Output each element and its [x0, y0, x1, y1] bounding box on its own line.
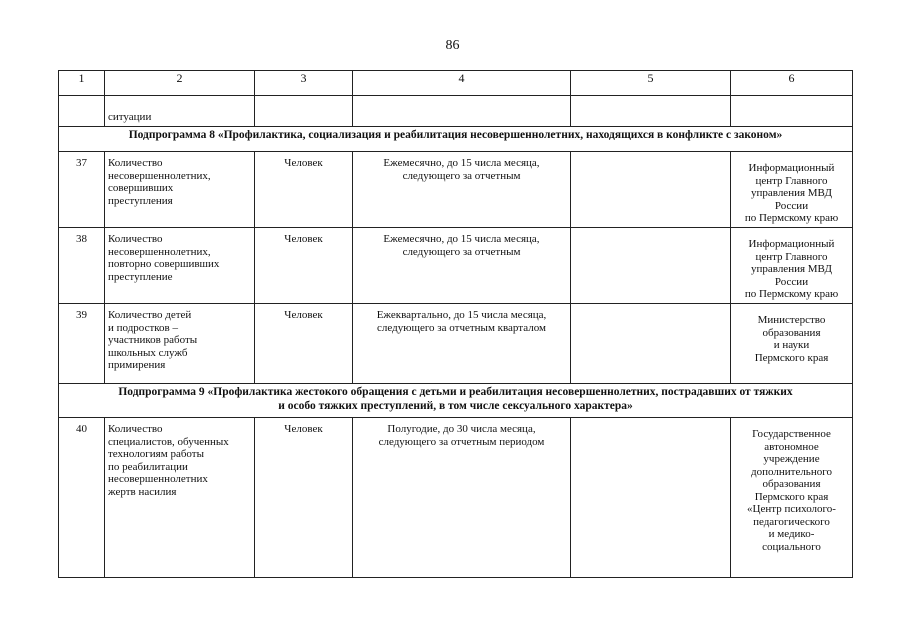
data-source: Информационный центр Главного управления МВД России по Пермскому краю	[731, 228, 853, 304]
page-number: 86	[445, 38, 460, 53]
row-number: 37	[59, 152, 105, 228]
table-row	[59, 228, 853, 304]
subprogram-8-row	[59, 127, 853, 152]
table-row	[59, 418, 853, 578]
subprogram-8-title: Подпрограмма 8 «Профилактика, социализация и реабилитация несовершеннолетних, находящихся в конфликте с законом»	[59, 127, 853, 152]
continuation-cell-5	[571, 96, 731, 127]
indicators-table	[58, 70, 853, 578]
indicator-name: Количество несовершеннолетних, совершивших преступления	[105, 152, 255, 228]
data-source: Министерство образования и науки Пермского края	[731, 304, 853, 384]
continuation-cell-4	[353, 96, 571, 127]
column-5-cell	[571, 304, 731, 384]
continuation-cell-3	[255, 96, 353, 127]
unit: Человек	[255, 152, 353, 228]
unit: Человек	[255, 304, 353, 384]
column-header-6: 6	[731, 71, 853, 96]
column-header-2: 2	[105, 71, 255, 96]
row-number: 39	[59, 304, 105, 384]
reporting-period: Ежемесячно, до 15 числа месяца, следующего за отчетным	[353, 152, 571, 228]
column-5-cell	[571, 152, 731, 228]
column-5-cell	[571, 228, 731, 304]
table-row	[59, 152, 853, 228]
indicator-name: Количество детей и подростков – участников работы школьных служб примирения	[105, 304, 255, 384]
column-header-4: 4	[353, 71, 571, 96]
unit: Человек	[255, 228, 353, 304]
reporting-period: Полугодие, до 30 числа месяца, следующего за отчетным периодом	[353, 418, 571, 578]
reporting-period: Ежемесячно, до 15 числа месяца, следующего за отчетным	[353, 228, 571, 304]
row-number: 40	[59, 418, 105, 578]
table-row	[59, 304, 853, 384]
subprogram-9-title: Подпрограмма 9 «Профилактика жестокого обращения с детьми и реабилитация несовершеннолетних, пострадавших от тяжких и особо тяжких преступлений, в том числе сексуального характера»	[59, 384, 853, 418]
continuation-num-cell	[59, 96, 105, 127]
column-header-3: 3	[255, 71, 353, 96]
indicator-name: Количество несовершеннолетних, повторно совершивших преступление	[105, 228, 255, 304]
continuation-row	[59, 96, 853, 127]
reporting-period: Ежеквартально, до 15 числа месяца, следующего за отчетным кварталом	[353, 304, 571, 384]
data-source: Государственное автономное учреждение дополнительного образования Пермского края «Центр психолого- педагогического и медико- социального	[731, 418, 853, 578]
row-number: 38	[59, 228, 105, 304]
indicator-name: Количество специалистов, обученных технологиям работы по реабилитации несовершеннолетних жертв насилия	[105, 418, 255, 578]
continuation-text: ситуации	[105, 96, 255, 127]
subprogram-9-row	[59, 384, 853, 418]
column-header-1: 1	[59, 71, 105, 96]
unit: Человек	[255, 418, 353, 578]
continuation-cell-6	[731, 96, 853, 127]
column-header-5: 5	[571, 71, 731, 96]
data-source: Информационный центр Главного управления МВД России по Пермскому краю	[731, 152, 853, 228]
column-number-row	[59, 71, 853, 96]
column-5-cell	[571, 418, 731, 578]
